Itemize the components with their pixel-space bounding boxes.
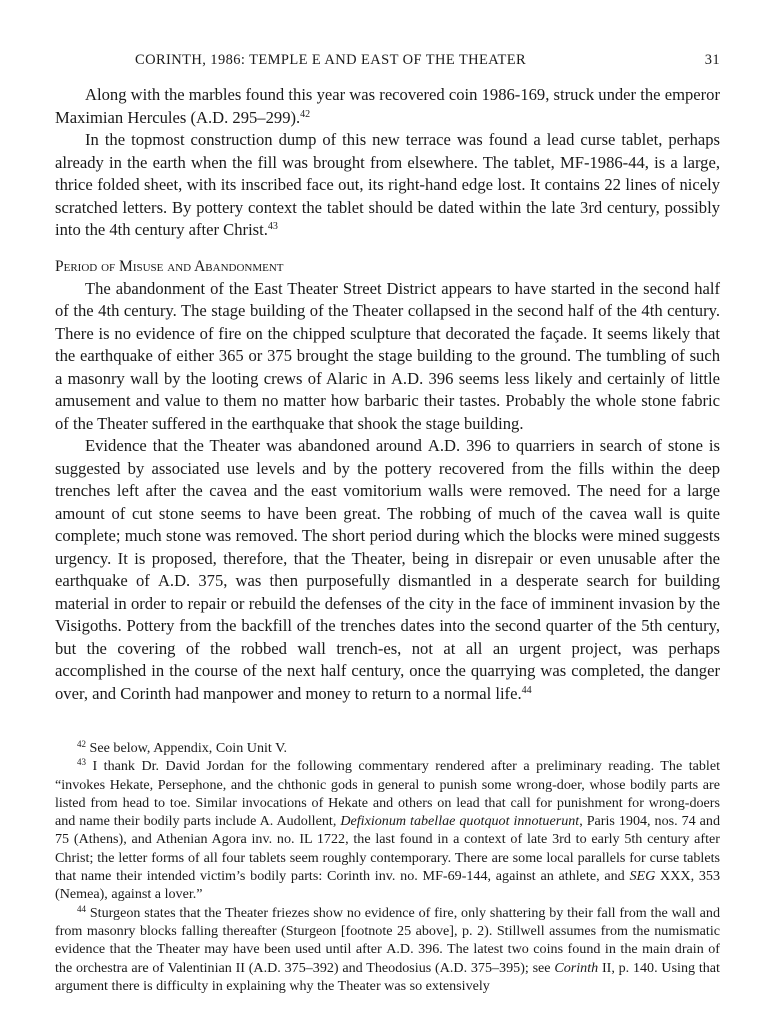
footnote-ref[interactable]: 44 <box>521 684 532 696</box>
section-heading: Period of Misuse and Abandonment <box>55 257 284 275</box>
footnote: $^{42}$ See below, Appendix, Coin Unit V. <box>77 739 287 756</box>
paragraph: Evidence that the Theater was abandoned around A.D. 396 to quarriers in search of stone is suggested by associated use levels and by the pottery recovered from the fills within the deep trenches left after the cavea and the east vomitorium walls were removed. The need for a large amount of cut stone seems to have been great. The robbing of much of the cavea wall is quite complete; much stone was removed. The short period during which the blocks were mined suggests urgency. It is proposed, therefore, that the Theater, being in disrepair or even unusable after the earthquake of A.D. 375, was then purposefully dismantled in a desperate search for building material in order to repair or rebuild the defenses of the city in the face of imminent invasion by the Visigoths. Pottery from the backfill of the trenches dates into the second quarter of the 5th century, but the covering of the robbed wall trench-es, not at all an urgent project, was perhaps accomplished in the course of the next half century, once the quarrying was completed, the danger over, and Corinth had manpower and money to return to a normal life.$^{44}$ <box>55 436 721 703</box>
paragraph: The abandonment of the East Theater Street District appears to have started in the second half of the 4th century. The stage building of the Theater collapsed in the second half of the 4th century. There is no evidence of fire on the chipped sculpture that decorated the façade. It seems likely that the earthquake of either 365 or 375 brought the stage building to the ground. The tumbling of such a masonry wall by the looting crews of Alaric in A.D. 396 seems less likely and certainly of little amusement and value to them no matter how barbaric their tastes. Probably the whole stone fabric of the Theater suffered in the earthquake that shook the stage building. <box>55 278 720 433</box>
footnote: $^{43}$ I thank Dr. David Jordan for the following commentary rendered after a preliminary reading. The tablet “invokes Hekate, Persephone, and the chthonic gods in general to punish some wrong-doer, whose bodily parts are listed from head to toe. Similar invocations of Hekate and others on lead that call for punishment for wrong-doers and name their bodily parts include A. Audollent, Defixionum tabellae quotquot innotuerunt, Paris 1904, nos. 74 and 75 (Athens), and Athenian Agora inv. no. IL 1722, the last found in a context of late 3rd to early 5th century after Christ; the letter forms of all four tablets seem roughly contemporary. There are some local parallels for curse tablets that name their intended victim’s bodily parts: Corinth inv. no. MF-69-144, against an athlete, and SEG XXX, 353 (Nemea), against a lover.” <box>55 757 721 903</box>
page <box>55 0 720 1024</box>
running-title: CORINTH, 1986: TEMPLE E AND EAST OF THE THEATER <box>135 52 527 68</box>
footnote-ref[interactable]: 43 <box>267 221 278 232</box>
running-head <box>55 52 720 72</box>
paragraph: Along with the marbles found this year was recovered coin 1986-169, struck under the emperor Maximian Hercules (A.D. 295–299).$^{42}$ <box>55 85 720 127</box>
paragraph: In the topmost construction dump of this new terrace was found a lead curse tablet, perhaps already in the earth when the fill was brought from elsewhere. The tablet, MF-1986-44, is a large, thrice folded sheet, with its inscribed face out, its right-hand edge lost. It contains 22 lines of nicely scratched letters. By pottery context the tablet should be dated within the late 3rd century, possibly into the 4th century after Christ.$^{43}$ <box>55 130 720 239</box>
footnote-ref[interactable]: 42 <box>300 108 311 120</box>
main-text <box>55 84 720 705</box>
footnotes <box>55 739 720 995</box>
footnote: $^{44}$ Sturgeon states that the Theater friezes show no evidence of fire, only shattering by their fall from the wall and from masonry blocks falling thereafter (Sturgeon [footnote 25 above], p. 2). Stillwell assumes from the numismatic evidence that the Theater may have been used until after A.D. 396. The latest two coins found in the main drain of the orchestra are of Valentinian II (A.D. 375–392) and Theodosius (A.D. 375–395); see Corinth II, p. 140. Using that argument there is difficulty in explaining why the Theater was so extensively <box>55 903 721 994</box>
page-number: 31 <box>704 52 720 68</box>
